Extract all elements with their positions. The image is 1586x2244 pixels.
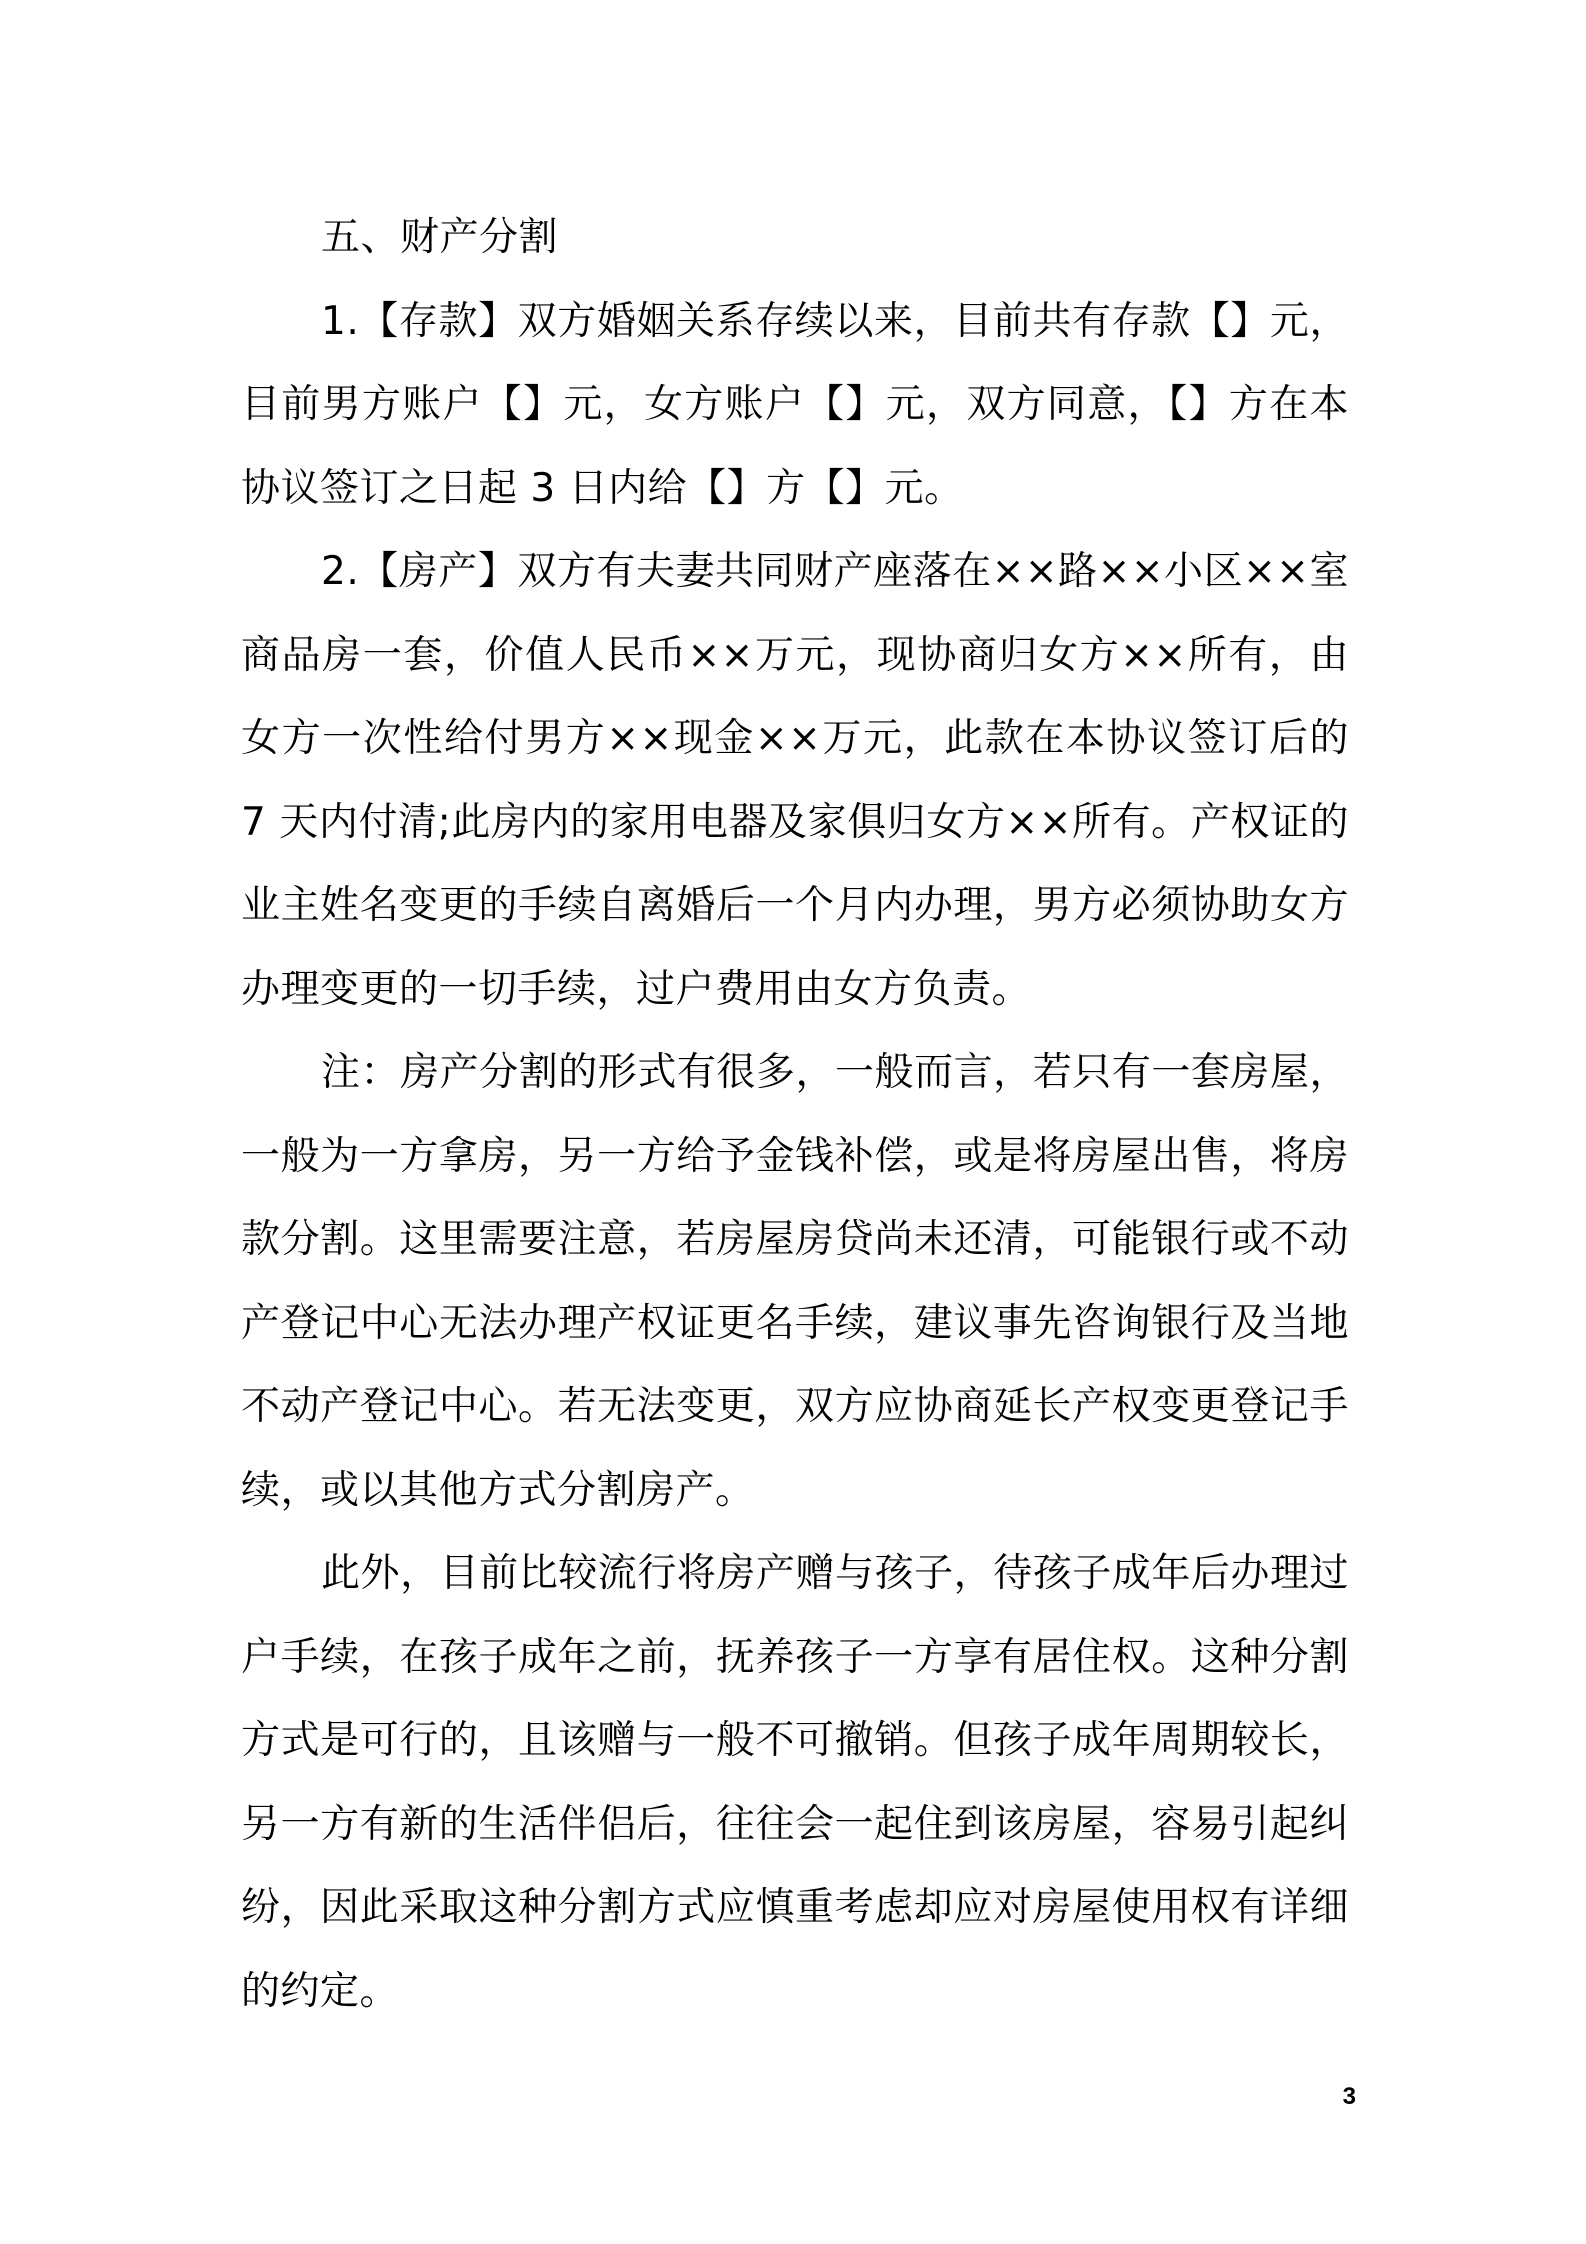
section-heading: 五、财产分割: [321, 215, 559, 260]
paragraph-note: 注：房产分割的形式有很多，一般而言，若只有一套房屋，一般为一方拿房，另一方给予金钱补偿，或是将房屋出售，将房款分割。这里需要注意，若房屋房贷尚未还清，可能银行或不动产登记中心无法办理产权证更名手续，建议事先咨询银行及当地不动产登记中心。若无法变更，双方应协商延长产权变更登记手续，或以其他方式分割房产。: [241, 1050, 1349, 1513]
page-number: 3: [1342, 2083, 1356, 2110]
paragraph-additional: 此外，目前比较流行将房产赠与孩子，待孩子成年后办理过户手续，在孩子成年之前，抚养孩子一方享有居住权。这种分割方式是可行的，且该赠与一般不可撤销。但孩子成年周期较长，另一方有新的生活伴侣后，往往会一起住到该房屋，容易引起纠纷，因此采取这种分割方式应慎重考虑却应对房屋使用权有详细的约定。: [241, 1551, 1349, 2014]
paragraph-property: 2.【房产】双方有夫妻共同财产座落在××路××小区××室商品房一套，价值人民币××万元，现协商归女方××所有，由女方一次性给付男方××现金××万元，此款在本协议签订后的 7 天内付清;此房内的家用电器及家俱归女方××所有。产权证的业主姓名变更的手续自离婚后一个月内办理，男方必须协助女方办理变更的一切手续，过户费用由女方负责。: [241, 549, 1349, 1012]
paragraph-savings: 1.【存款】双方婚姻关系存续以来，目前共有存款【】元，目前男方账户【】元，女方账户【】元，双方同意，【】方在本协议签订之日起 3 日内给【】方【】元。: [241, 298, 1349, 511]
document-body: [241, 196, 1349, 2033]
